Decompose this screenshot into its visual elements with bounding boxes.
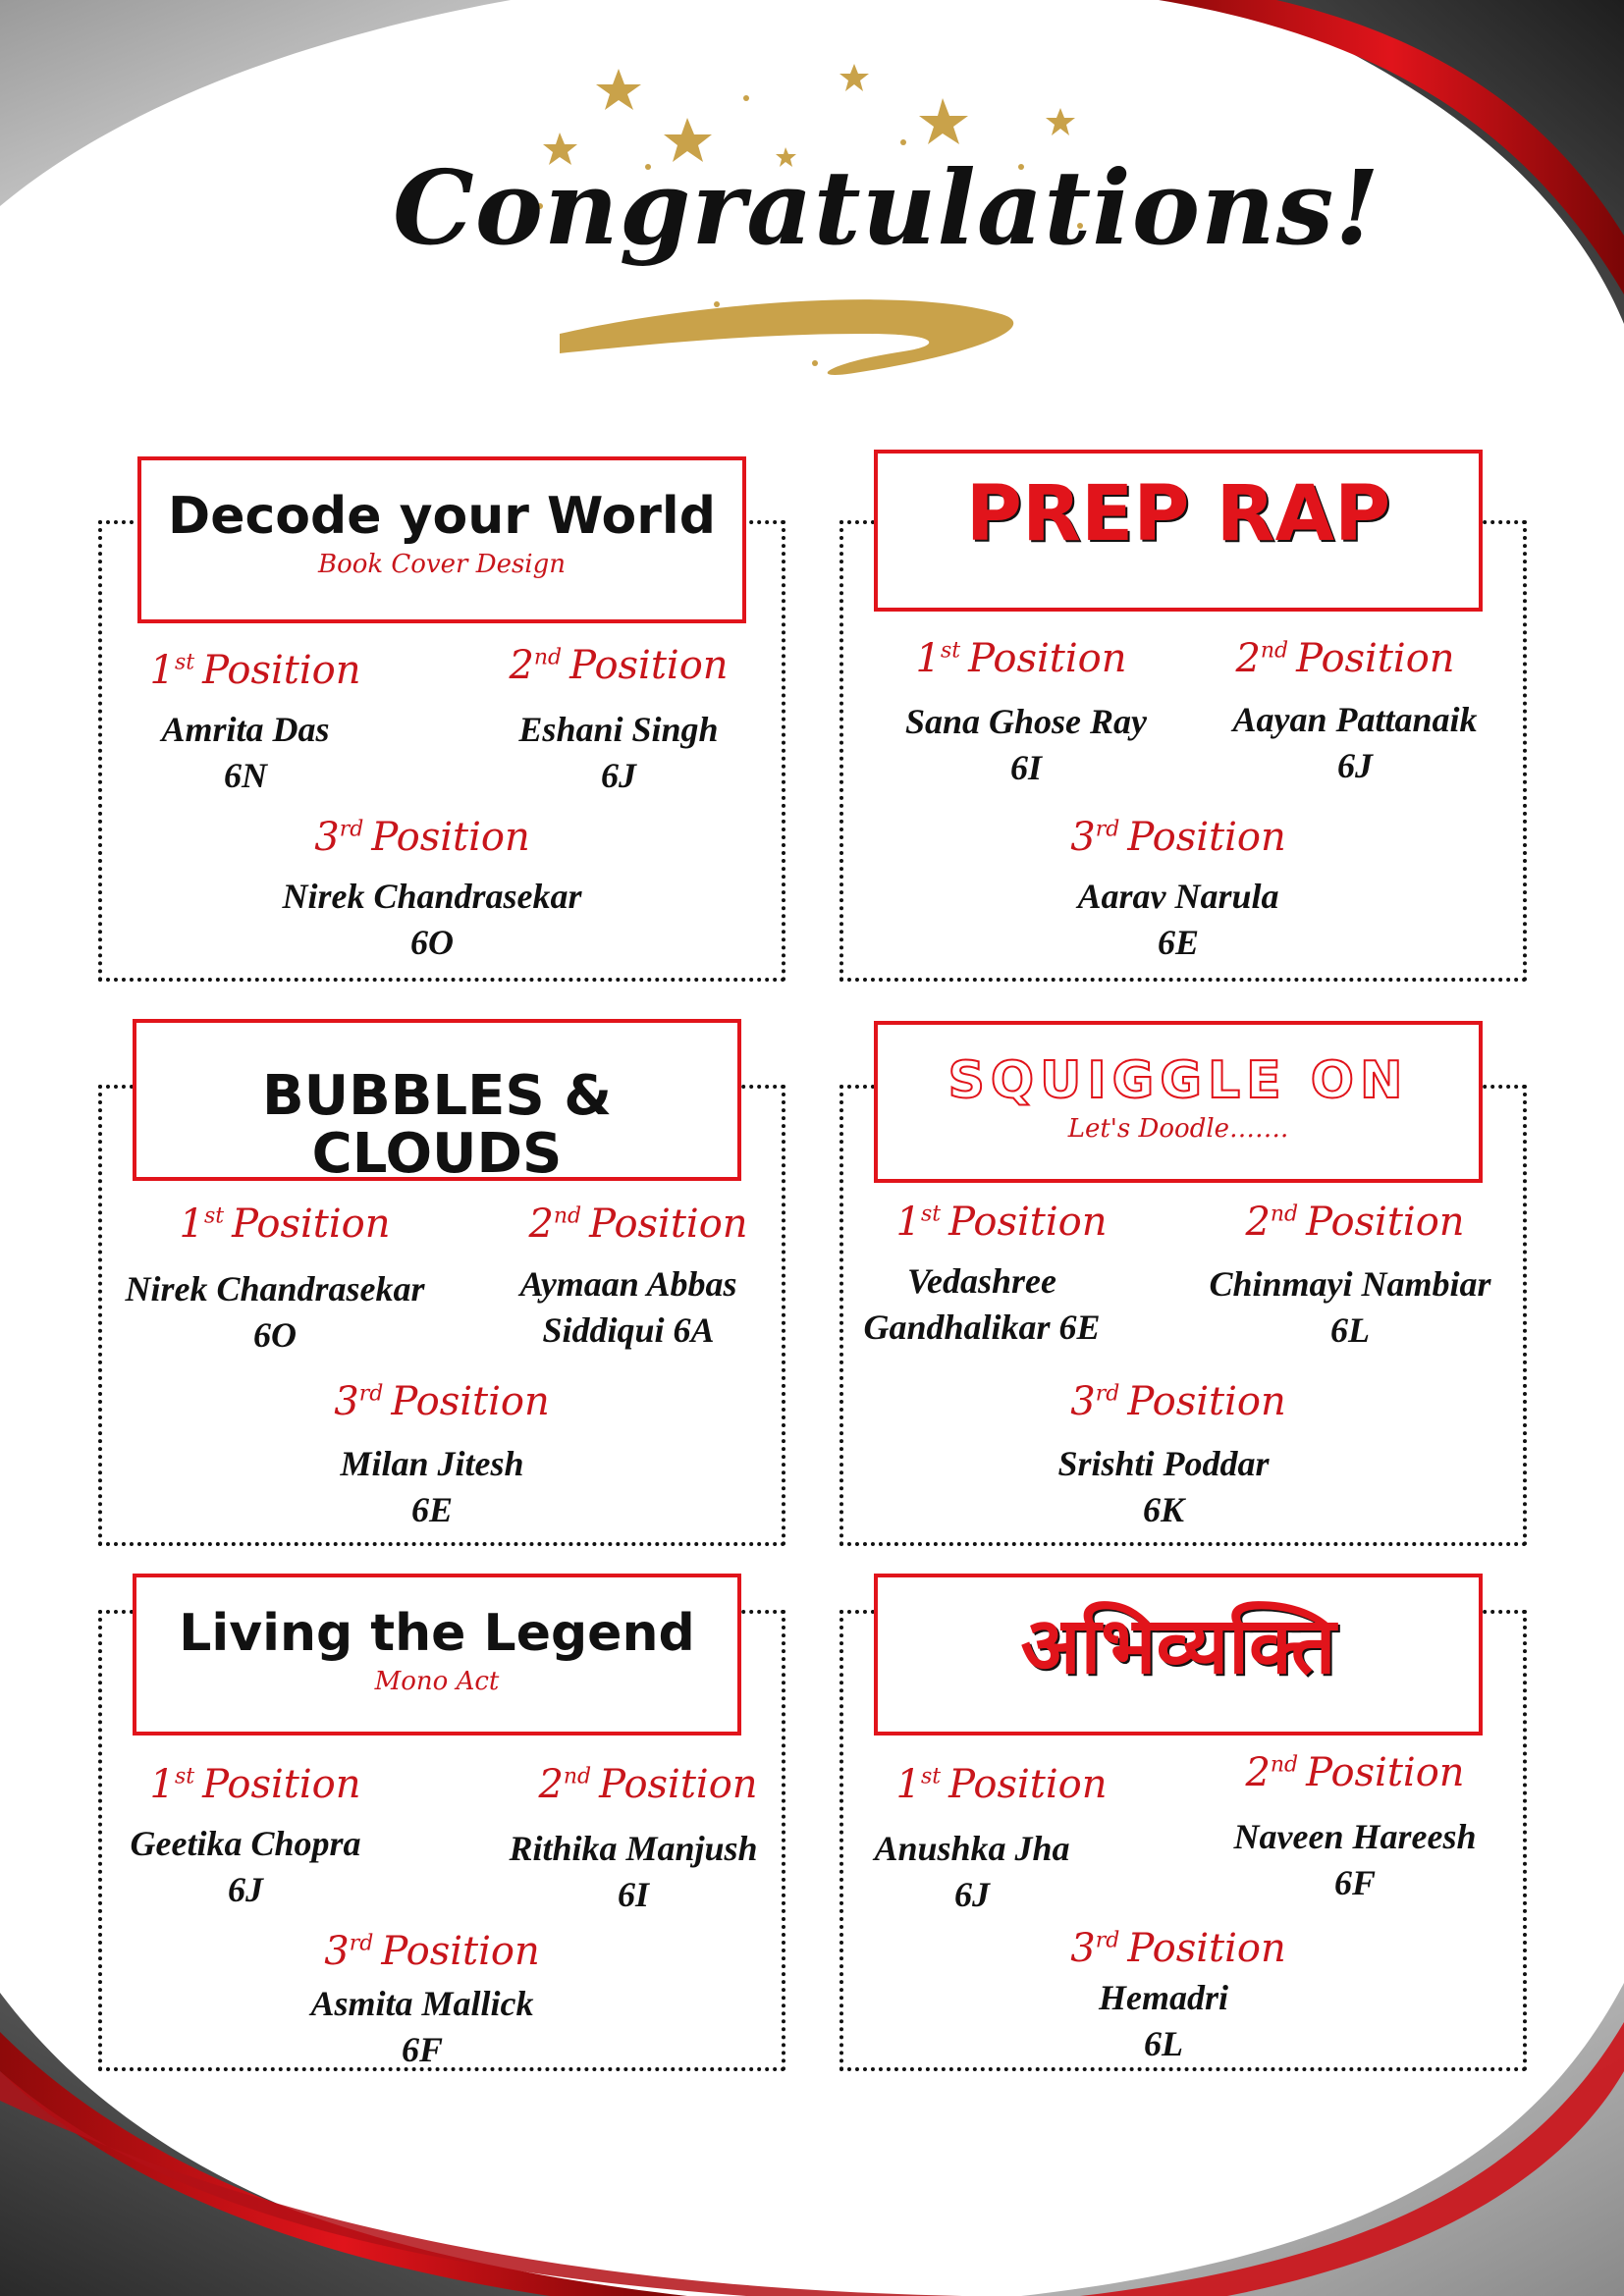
position-number: 1 [915, 636, 941, 681]
position-word: Position [599, 1762, 758, 1807]
event-title-box [874, 1021, 1483, 1183]
position-suffix: st [920, 1764, 942, 1789]
winner-name: Naveen Hareesh [1233, 1817, 1477, 1856]
event-title-box [137, 456, 746, 623]
winner-class: 6O [410, 923, 454, 962]
winner-class: 6I [617, 1875, 649, 1914]
position-word: Position [968, 636, 1127, 681]
winner-name: Aymaan Abbas [519, 1264, 737, 1304]
first-position-label [874, 1762, 1129, 1807]
winner-name: Anushka Jha [874, 1829, 1070, 1868]
first-winner [147, 707, 344, 799]
first-winner [108, 1266, 442, 1359]
position-number: 1 [149, 1762, 175, 1807]
first-winner [854, 1826, 1090, 1918]
position-number: 3 [1070, 1379, 1096, 1424]
event-title: BUBBLES & CLOUDS [261, 1064, 613, 1186]
third-winner [1041, 1975, 1286, 2067]
second-winner [1188, 1261, 1512, 1354]
third-position-label [314, 1379, 569, 1424]
position-word: Position [371, 815, 530, 860]
first-position-label [157, 1201, 412, 1247]
winner-name: Aayan Pattanaik [1232, 700, 1478, 739]
winner-class: 6J [954, 1875, 990, 1914]
position-word: Position [391, 1379, 550, 1424]
winner-class: 6I [1009, 748, 1042, 787]
second-position-label [520, 1762, 776, 1807]
position-suffix: rd [1095, 1928, 1120, 1953]
position-number: 3 [324, 1929, 350, 1974]
position-suffix: st [174, 650, 195, 675]
third-winner [295, 1441, 569, 1533]
winner-class: 6J [601, 756, 636, 795]
winner-name: Chinmayi Nambiar [1209, 1264, 1491, 1304]
first-winner [854, 1258, 1110, 1351]
winner-name: Milan Jitesh [340, 1444, 524, 1483]
second-position-label [491, 643, 746, 688]
winner-class: 6F [1333, 1863, 1376, 1902]
event-title: Decode your World [168, 487, 716, 546]
winner-name: Aarav Narula [1077, 877, 1279, 916]
position-suffix: nd [1270, 1201, 1299, 1227]
position-suffix: st [203, 1203, 225, 1229]
winner-name: Asmita Mallick [310, 1984, 534, 2023]
winner-class: 6J [228, 1870, 263, 1909]
first-position-label [893, 636, 1149, 681]
position-word: Position [202, 1762, 361, 1807]
position-number: 1 [179, 1201, 204, 1247]
first-winner [884, 699, 1168, 791]
event-title: SQUIGGLE ON [947, 1051, 1409, 1110]
second-position-label [1218, 636, 1473, 681]
event-title-box [133, 1019, 741, 1186]
event-title: PREP RAP [965, 470, 1391, 559]
position-word: Position [948, 1762, 1108, 1807]
event-title-box [133, 1574, 741, 1735]
position-number: 2 [1245, 1200, 1271, 1245]
third-position-label [1051, 1379, 1306, 1424]
winner-class: Siddiqui 6A [542, 1310, 715, 1350]
first-position-label [128, 1762, 383, 1807]
position-number: 3 [334, 1379, 359, 1424]
winner-name: Rithika Manjush [509, 1829, 758, 1868]
position-number: 1 [895, 1200, 921, 1245]
third-winner [255, 874, 609, 966]
position-number: 2 [538, 1762, 564, 1807]
event-title: अभिव्यक्ति [1020, 1600, 1336, 1691]
event-subtitle: Let's Doodle……. [1067, 1113, 1289, 1144]
second-winner [1208, 1814, 1502, 1906]
event-subtitle: Mono Act [374, 1666, 500, 1696]
position-suffix: rd [349, 1931, 374, 1956]
third-winner [1041, 874, 1316, 966]
position-word: Position [1127, 1926, 1286, 1971]
second-winner [491, 1826, 776, 1918]
winner-class: 6J [1337, 746, 1373, 785]
event-subtitle: Book Cover Design [317, 549, 567, 579]
first-position-label [874, 1200, 1129, 1245]
position-word: Position [381, 1929, 540, 1974]
third-position-label [304, 1929, 560, 1974]
second-position-label [1227, 1200, 1483, 1245]
position-number: 2 [1235, 636, 1261, 681]
winner-class: 6E [410, 1490, 453, 1529]
winner-class: Gandhalikar 6E [863, 1308, 1101, 1347]
winner-name: Nirek Chandrasekar [125, 1269, 425, 1308]
winner-class: 6E [1157, 923, 1199, 962]
third-position-label [1051, 815, 1306, 860]
position-number: 1 [895, 1762, 921, 1807]
winner-name: Amrita Das [161, 710, 330, 749]
event-title-box [874, 450, 1483, 612]
position-number: 2 [509, 643, 534, 688]
position-word: Position [1296, 636, 1455, 681]
winner-class: 6L [1144, 2024, 1183, 2063]
winner-name: Geetika Chopra [130, 1824, 361, 1863]
position-suffix: st [174, 1764, 195, 1789]
winner-class: 6F [401, 2030, 443, 2069]
second-position-label [1227, 1750, 1483, 1795]
winner-name: Sana Ghose Ray [904, 702, 1148, 741]
second-winner [1208, 697, 1502, 789]
position-word: Position [1306, 1200, 1465, 1245]
second-winner [491, 707, 746, 799]
congratulations-title: Congratulations! [393, 147, 1380, 268]
position-number: 2 [1245, 1750, 1271, 1795]
second-winner [491, 1261, 766, 1354]
winner-name: Vedashree [907, 1261, 1056, 1301]
position-suffix: nd [1260, 638, 1289, 664]
position-number: 3 [314, 815, 340, 860]
third-winner [1031, 1441, 1296, 1533]
position-word: Position [948, 1200, 1108, 1245]
winner-class: 6L [1330, 1310, 1370, 1350]
position-word: Position [569, 643, 729, 688]
third-position-label [295, 815, 550, 860]
second-position-label [511, 1201, 766, 1247]
winner-name: Nirek Chandrasekar [282, 877, 582, 916]
third-winner [275, 1981, 569, 2073]
position-word: Position [1127, 1379, 1286, 1424]
position-suffix: rd [1095, 1381, 1120, 1407]
position-number: 1 [149, 648, 175, 693]
position-suffix: nd [1270, 1752, 1299, 1778]
position-suffix: st [940, 638, 961, 664]
position-suffix: nd [533, 645, 563, 670]
winner-name: Hemadri [1099, 1978, 1228, 2017]
congratulations-header [393, 39, 1380, 432]
position-word: Position [1127, 815, 1286, 860]
winner-name: Srishti Poddar [1057, 1444, 1270, 1483]
position-suffix: rd [339, 817, 364, 842]
position-number: 3 [1070, 1926, 1096, 1971]
third-position-label [1051, 1926, 1306, 1971]
winner-class: 6O [253, 1315, 297, 1355]
position-word: Position [232, 1201, 391, 1247]
winner-name: Eshani Singh [518, 710, 719, 749]
position-word: Position [202, 648, 361, 693]
position-suffix: rd [358, 1381, 384, 1407]
position-word: Position [589, 1201, 748, 1247]
position-suffix: rd [1095, 817, 1120, 842]
winner-class: 6N [224, 756, 267, 795]
event-title-box [874, 1574, 1483, 1735]
position-suffix: st [920, 1201, 942, 1227]
winner-class: 6K [1142, 1490, 1184, 1529]
position-number: 3 [1070, 815, 1096, 860]
first-position-label [128, 648, 383, 693]
position-word: Position [1306, 1750, 1465, 1795]
position-number: 2 [528, 1201, 554, 1247]
event-title: Living the Legend [179, 1604, 695, 1663]
position-suffix: nd [553, 1203, 582, 1229]
position-suffix: nd [563, 1764, 592, 1789]
first-winner [108, 1821, 383, 1913]
